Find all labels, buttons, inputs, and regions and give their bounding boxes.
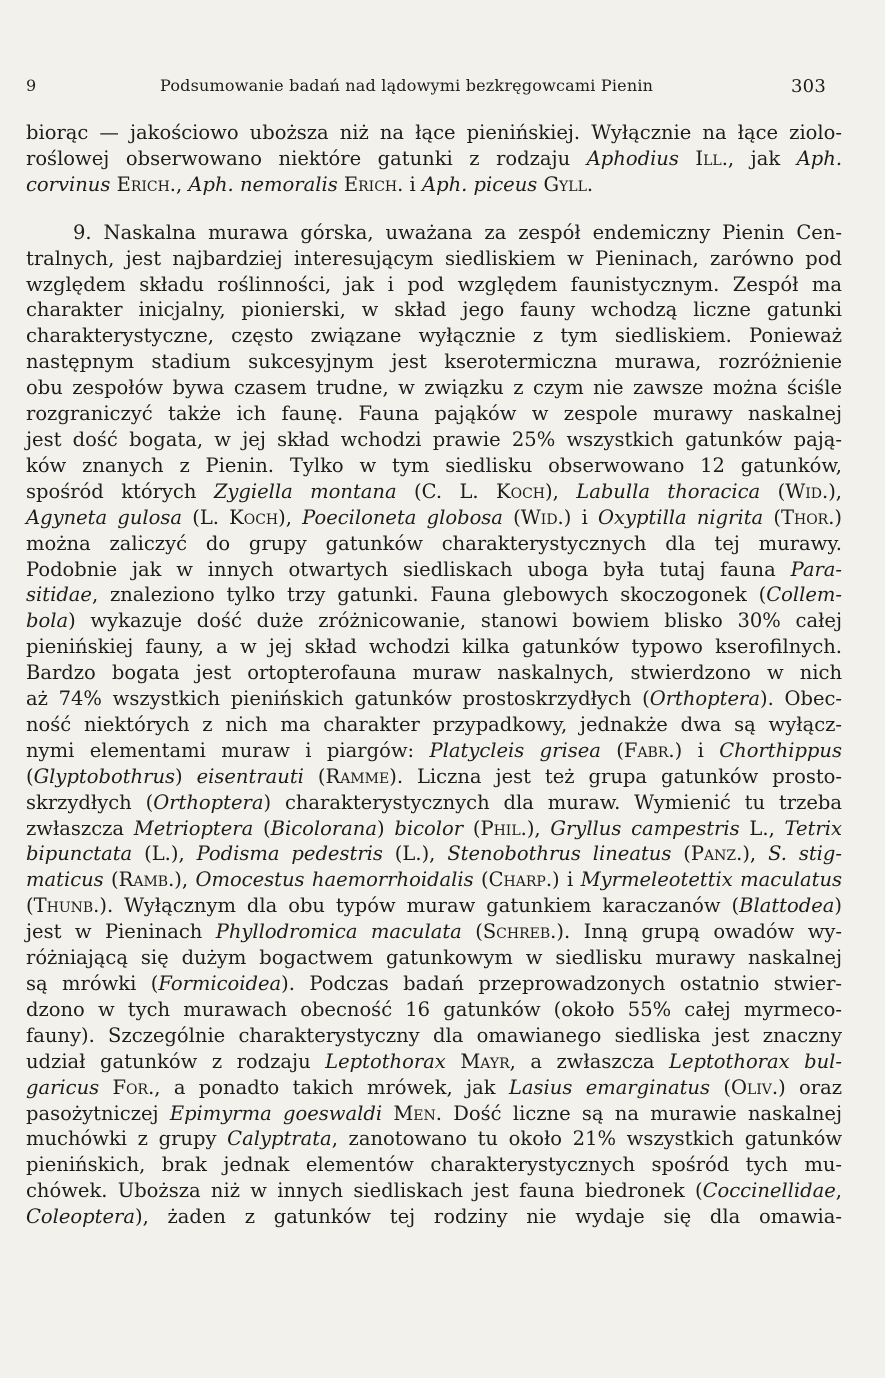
text-line: muchówki z grupy Calyptrata, zanotowano tu około 21% wszystkich gatunków: [26, 1127, 843, 1151]
text-line: skrzydłych (Orthoptera) charakterystycznych dla muraw. Wymienić tu trzeba: [26, 790, 842, 814]
text-line: fauny). Szczególnie charakterystyczny dla omawianego siedliska jest znaczny: [26, 1023, 842, 1047]
text-line: charakter inicjalny, pionierski, w skład jego fauny wchodzą liczne gatunki: [26, 298, 842, 322]
running-header: [26, 76, 826, 104]
text-line: roślowej obserwowano niektóre gatunki z rodzaju Aphodius Ill., jak Aph.: [26, 146, 843, 170]
text-line: pienińskich, brak jednak elementów charakterystycznych spośród tych mu-: [26, 1153, 842, 1177]
text-line: corvinus Erich., Aph. nemoralis Erich. i Aph. piceus Gyll.: [26, 172, 594, 196]
text-line: można zaliczyć do grupy gatunków charakterystycznych dla tej murawy.: [26, 531, 842, 555]
text-line: Bardzo bogata jest ortopterofauna muraw naskalnych, stwierdzono w nich: [26, 661, 842, 685]
text-line: pasożytniczej Epimyrma goeswaldi Men. Dość liczne są na murawie naskalnej: [26, 1101, 843, 1125]
text-line: są mrówki (Formicoidea). Podczas badań przeprowadzonych ostatnio stwier-: [26, 972, 842, 995]
text-line: nymi elementami muraw i piargów: Platycleis grisea (Fabr.) i Chorthippus: [26, 738, 842, 762]
text-line: Podobnie jak w innych otwartych siedliskach uboga była tutaj fauna Para-: [26, 557, 842, 581]
text-line: pienińskiej fauny, a w jej skład wchodzi kilka gatunków typowo kserofilnych.: [26, 635, 842, 659]
text-line: obu zespołów bywa czasem trudne, w związku z czym nie zawsze można ściśle: [26, 376, 842, 400]
text-line: chówek. Uboższa niż w innych siedliskach jest fauna biedronek (Coccinellidae,: [26, 1179, 842, 1203]
text-line: tralnych, jest najbardziej interesującym siedliskiem w Pieninach, zarówno pod: [26, 246, 842, 270]
body-text: [26, 120, 842, 1230]
text-line: ków znanych z Pienin. Tylko w tym siedlisku obserwowano 12 gatunków,: [26, 453, 842, 477]
page-number: 303: [791, 76, 826, 97]
text-line: dzono w tych murawach obecność 16 gatunków (około 55% całej myrmeco-: [26, 997, 842, 1021]
text-line: maticus (Ramb.), Omocestus haemorrhoidalis (Charp.) i Myrmeleotettix maculatus: [26, 868, 843, 892]
text-line: udział gatunków z rodzaju Leptothorax Mayr, a zwłaszcza Leptothorax bul-: [26, 1049, 843, 1073]
text-line: garicus For., a ponadto takich mrówek, jak Lasius emarginatus (Oliv.) oraz: [26, 1075, 842, 1099]
text-line: względem składu roślinności, jak i pod względem faunistycznym. Zespół ma: [26, 272, 842, 296]
text-line: spośród których Zygiella montana (C. L. Koch), Labulla thoracica (Wid.),: [26, 479, 843, 503]
text-line: zwłaszcza Metrioptera (Bicolorana) bicolor (Phil.), Gryllus campestris L., Tetrix: [26, 816, 842, 840]
text-line: charakterystyczne, często związane wyłącznie z tym siedliskiem. Ponieważ: [26, 324, 842, 348]
text-line: bola) wykazuje dość duże zróżnicowanie, stanowi bowiem blisko 30% całej: [26, 609, 842, 633]
text-line: (Thunb.). Wyłącznym dla obu typów muraw gatunkiem karaczanów (Blattodea): [26, 894, 842, 918]
text-line: sitidae, znaleziono tylko trzy gatunki. Fauna glebowych skoczogonek (Collem-: [26, 583, 842, 607]
text-line: jest dość bogata, w jej skład wchodzi prawie 25% wszystkich gatunków pają-: [26, 427, 842, 451]
text-line: rozgraniczyć także ich faunę. Fauna pająków w zespole murawy naskalnej: [26, 402, 842, 426]
text-line: (Glyptobothrus) eisentrauti (Ramme). Liczna jest też grupa gatunków prosto-: [26, 764, 843, 788]
text-line: różniającą się dużym bogactwem gatunkowym w siedlisku murawy naskalnej: [26, 946, 842, 970]
text-line: 9. Naskalna murawa górska, uważana za zespół endemiczny Pienin Cen-: [73, 220, 842, 244]
text-line: biorąc — jakościowo uboższa niż na łące pienińskiej. Wyłącznie na łące ziolo-: [26, 121, 842, 144]
text-line: jest w Pieninach Phyllodromica maculata (Schreb.). Inną grupą owadów wy-: [26, 920, 842, 944]
text-line: bipunctata (L.), Podisma pedestris (L.), Stenobothrus lineatus (Panz.), S. stig-: [26, 842, 842, 866]
chapter-number: 9: [26, 76, 37, 95]
text-line: Agyneta gulosa (L. Koch), Poeciloneta globosa (Wid.) i Oxyptilla nigrita (Thor.): [26, 505, 843, 529]
text-line: aż 74% wszystkich pienińskich gatunków prostoskrzydłych (Orthoptera). Obec-: [26, 687, 842, 711]
text-line: ność niektórych z nich ma charakter przypadkowy, jednakże dwa są wyłącz-: [26, 712, 842, 736]
text-line: Coleoptera), żaden z gatunków tej rodziny nie wydaje się dla omawia-: [26, 1205, 842, 1229]
text-line: następnym stadium sukcesyjnym jest kserotermiczna murawa, rozróżnienie: [26, 350, 842, 374]
running-title: Podsumowanie badań nad lądowymi bezkręgowcami Pienin: [160, 76, 654, 95]
